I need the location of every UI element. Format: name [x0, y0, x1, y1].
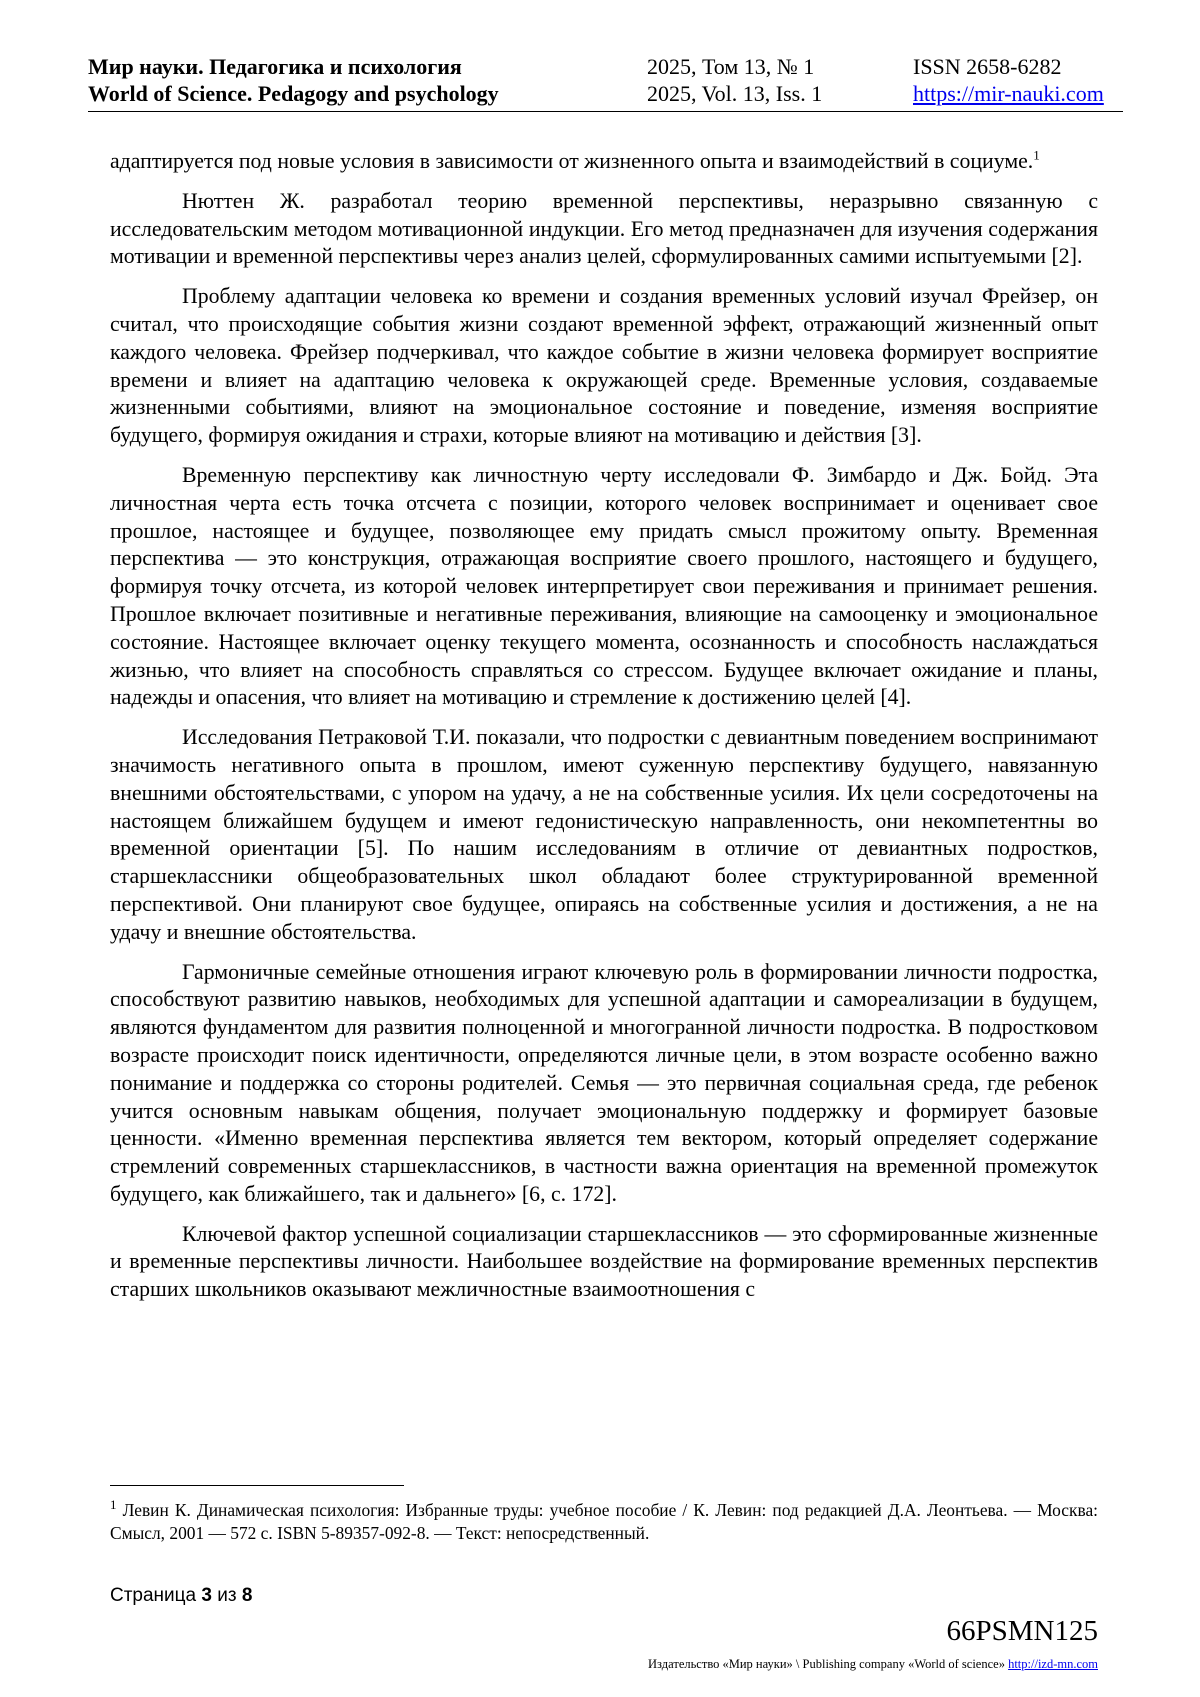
paragraph: Проблему адаптации человека ко времени и создания временных условий изучал Фрейзер, он считал, что происходящие события жизни создают временной эффект, отражающий жизненный опыт каждого человека. Фрейзер подчеркивал, что каждое событие в жизни человека формирует восприятие времени и влияет на адаптацию человека к окружающей среде. Временные условия, создаваемые жизненными событиями, влияют на эмоциональное состояние и поведение, изменяя восприятие будущего, формируя ожидания и страхи, которые влияют на мотивацию и действия [3]. — [110, 284, 1098, 448]
running-header — [88, 53, 1123, 112]
footnote-marker: 1 — [110, 1497, 117, 1513]
paragraph: адаптируется под новые условия в зависимости от жизненного опыта и взаимодействий в социуме.$^1$ — [110, 147, 1040, 173]
footnote-text: Левин К. Динамическая психология: Избранные труды: учебное пособие / К. Левин: под редакцией Д.А. Леонтьева. — Москва: Смысл, 2001 — 572 с. ISBN 5-89357-092-8. — Текст: непосредственный. — [110, 1500, 1098, 1543]
paragraph: Ключевой фактор успешной социализации старшеклассников — это сформированные жизненные и временные перспективы личности. Наибольшее воздействие на формирование временных перспектив старших школьников оказывают межличностные взаимоотношения с — [110, 1221, 1098, 1302]
journal-title-ru: Мир науки. Педагогика и психология — [88, 54, 462, 79]
issue-ru: 2025, Том 13, № 1 — [647, 54, 815, 79]
footnote-ref[interactable]: 1 — [1033, 147, 1040, 163]
journal-title — [88, 53, 499, 107]
paragraph: Исследования Петраковой Т.И. показали, что подростки с девиантным поведением воспринимают значимость негативного опыта в прошлом, имеют суженную перспективу будущего, навязанную внешними обстоятельствами, с упором на удачу, а не на собственные усилия. Их цели сосредоточены на настоящем ближайшем будущем и имеют гедонистическую направленность, они некомпетентны во временной ориентации [5]. По нашим исследованиям в отличие от девиантных подростков, старшеклассники общеобразовательных школ обладают более структурированной временной перспективой. Они планируют свое будущее, опираясь на собственные усилия и достижения, а не на удачу и внешние обстоятельства. — [110, 725, 1098, 944]
journal-title-en: World of Science. Pedagogy and psychology — [88, 81, 499, 106]
paragraph: Гармоничные семейные отношения играют ключевую роль в формировании личности подростка, способствуют развитию навыков, необходимых для успешной адаптации и самореализации в будущем, являются фундаментом для развития полноценной и многогранной личности подростка. В подростковом возрасте происходит поиск идентичности, определяются личные цели, в этом возрасте особенно важно понимание и поддержка со стороны родителей. Семья — это первичная социальная среда, где ребенок учится основным навыкам общения, получает эмоциональную поддержку и формирует базовые ценности. «Именно временная перспектива является тем вектором, который определяет содержание стремлений современных старшеклассников, в частности важна ориентация на временной промежуток будущего, как ближайшего, так и дальнего» [6, с. 172]. — [110, 959, 1098, 1206]
issue-en: 2025, Vol. 13, Iss. 1 — [647, 81, 823, 106]
issn-block — [913, 53, 1104, 107]
journal-url-link[interactable]: https://mir-nauki.com — [913, 81, 1104, 106]
issn: ISSN 2658-6282 — [913, 54, 1062, 79]
publisher-url-link[interactable]: http://izd-mn.com — [1008, 1657, 1098, 1671]
paragraph: Временную перспективу как личностную черту исследовали Ф. Зимбардо и Дж. Бойд. Эта личностная черта есть точка отсчета с позиции, которого человек воспринимает и оценивает свое прошлое, настоящее и будущее, позволяющее ему придать смысл прожитому опыту. Временная перспектива — это конструкция, отражающая восприятие своего прошлого, настоящего и будущего, формируя точку отсчета, из которой человек интерпретирует свои переживания и принимает решения. Прошлое включает позитивные и негативные переживания, влияющие на самооценку и эмоциональное состояние. Настоящее включает оценку текущего момента, осознанность и способность наслаждаться жизнью, что влияет на способность справляться со стрессом. Будущее включает ожидание и планы, надежды и опасения, что влияет на мотивацию и стремление к достижению целей [4]. — [110, 462, 1098, 710]
article-body — [110, 148, 1098, 1316]
issue-info — [647, 53, 822, 107]
article-code: 66PSMN125 — [946, 1615, 1098, 1647]
publisher-line: Издательство «Мир науки» \ Publishing company «World of science» http://izd-mn.com — [648, 1657, 1098, 1671]
page-number: Страница 3 из 8 — [110, 1585, 253, 1606]
footnote — [110, 1499, 1098, 1545]
paragraph: Нюттен Ж. разработал теорию временной перспективы, неразрывно связанную с исследовательским методом мотивационной индукции. Его метод предназначен для изучения содержания мотивации и временной перспективы через анализ целей, сформулированных самими испытуемыми [2]. — [110, 188, 1098, 269]
footnote-divider — [110, 1485, 404, 1486]
